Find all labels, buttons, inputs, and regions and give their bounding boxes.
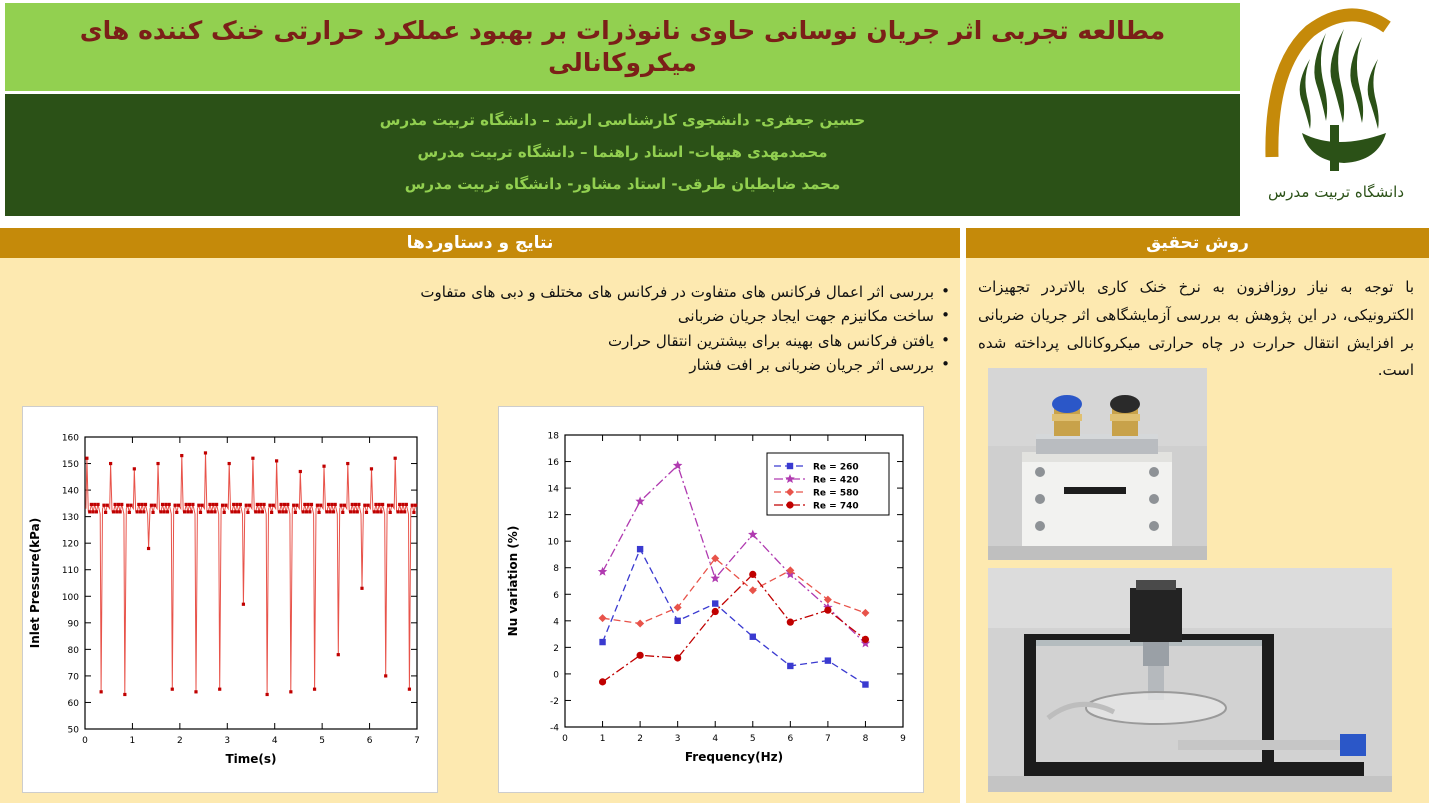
svg-text:18: 18 xyxy=(547,431,559,442)
list-item: • ساخت مکانیزم جهت ایجاد جریان ضربانی xyxy=(10,306,950,327)
method-paragraph: با توجه به نیاز روزافزون به نرخ خنک کاری بالاتردر تجهیزات الکترونیکی، در این پژوهش به بررسی آزمایشگاهی اثر جریان ضربانی بر افزایش انتقال حرارت در چاه حرارتی میکروکانالی پرداخته شده است. xyxy=(978,278,1414,380)
svg-text:80: 80 xyxy=(67,645,79,656)
svg-text:4: 4 xyxy=(553,617,559,628)
section-header-results-label: نتایج و دستاوردها xyxy=(406,233,554,253)
svg-text:Time(s): Time(s) xyxy=(225,752,277,766)
nu-variation-chart xyxy=(499,407,921,790)
inlet-pressure-chart xyxy=(23,407,435,790)
university-logo-icon xyxy=(1252,7,1420,212)
poster-title-bar xyxy=(5,3,1240,91)
svg-text:14: 14 xyxy=(547,484,559,495)
svg-text:0: 0 xyxy=(553,670,559,681)
heat-sink-photo-graphic xyxy=(988,368,1207,560)
svg-text:70: 70 xyxy=(67,672,79,683)
svg-text:0: 0 xyxy=(562,734,568,744)
list-item: • بررسی اثر اعمال فرکانس های متفاوت در فرکانس های مختلف و دبی های متفاوت xyxy=(10,282,950,303)
svg-text:Nu variation (%): Nu variation (%) xyxy=(506,525,520,637)
figure-nu-variation xyxy=(498,406,924,793)
university-logo xyxy=(1248,3,1424,216)
svg-text:5: 5 xyxy=(319,736,326,746)
svg-text:140: 140 xyxy=(61,486,79,497)
svg-text:-2: -2 xyxy=(550,696,559,707)
section-header-method xyxy=(966,228,1429,258)
svg-text:Re = 420: Re = 420 xyxy=(813,475,859,486)
pulsating-flow-test-rig-photo xyxy=(988,568,1392,792)
svg-text:110: 110 xyxy=(61,566,79,577)
svg-text:Re = 740: Re = 740 xyxy=(813,501,859,512)
svg-text:3: 3 xyxy=(224,736,231,746)
svg-text:6: 6 xyxy=(366,736,373,746)
svg-text:9: 9 xyxy=(900,734,906,744)
svg-text:Re = 260: Re = 260 xyxy=(813,462,859,473)
logo-caption: دانشگاه تربیت مدرس xyxy=(1268,183,1404,201)
section-header-results xyxy=(0,228,960,258)
svg-text:8: 8 xyxy=(862,734,869,744)
svg-text:4: 4 xyxy=(712,734,719,744)
author-line-1: حسین جعفری- دانشجوی کارشناسی ارشد – دانشگاه تربیت مدرس xyxy=(379,111,866,129)
svg-text:Frequency(Hz): Frequency(Hz) xyxy=(684,750,784,764)
results-bullet-list xyxy=(10,282,968,379)
svg-text:5: 5 xyxy=(749,734,756,744)
svg-text:7: 7 xyxy=(414,736,420,746)
svg-text:90: 90 xyxy=(67,619,79,630)
svg-text:50: 50 xyxy=(67,725,79,736)
svg-text:150: 150 xyxy=(61,460,79,471)
section-header-method-label: روش تحقیق xyxy=(1146,233,1249,253)
svg-text:12: 12 xyxy=(547,511,559,522)
svg-text:-4: -4 xyxy=(550,723,559,734)
svg-text:10: 10 xyxy=(547,537,559,548)
svg-text:7: 7 xyxy=(825,734,831,744)
svg-text:2: 2 xyxy=(176,736,183,746)
svg-text:4: 4 xyxy=(271,736,278,746)
svg-text:6: 6 xyxy=(787,734,794,744)
svg-text:130: 130 xyxy=(61,513,79,524)
svg-text:2: 2 xyxy=(637,734,643,744)
test-rig-photo-graphic xyxy=(988,568,1392,792)
svg-text:3: 3 xyxy=(674,734,681,744)
page-title: مطالعه تجربی اثر جریان نوسانی حاوی نانوذرات بر بهبود عملکرد حرارتی خنک کننده های میکروکانالی xyxy=(79,15,1166,77)
svg-text:Inlet Pressure(kPa): Inlet Pressure(kPa) xyxy=(28,517,42,649)
figure-inlet-pressure xyxy=(22,406,438,793)
svg-text:160: 160 xyxy=(61,433,79,444)
list-item: • بررسی اثر جریان ضربانی بر افت فشار xyxy=(10,355,950,376)
svg-text:16: 16 xyxy=(547,458,559,469)
svg-text:120: 120 xyxy=(61,539,79,550)
svg-text:2: 2 xyxy=(553,643,559,654)
svg-text:0: 0 xyxy=(82,736,88,746)
author-line-3: محمد ضابطیان طرقی- استاد مشاور- دانشگاه تربیت مدرس xyxy=(404,175,841,193)
list-item: • یافتن فرکانس های بهینه برای بیشترین انتقال حرارت xyxy=(10,331,950,352)
svg-text:Re = 580: Re = 580 xyxy=(813,488,859,499)
svg-text:1: 1 xyxy=(129,736,136,746)
microchannel-heat-sink-photo xyxy=(988,368,1207,560)
svg-text:60: 60 xyxy=(67,698,79,709)
authors-bar xyxy=(5,94,1240,216)
svg-text:1: 1 xyxy=(599,734,606,744)
svg-text:8: 8 xyxy=(553,564,559,575)
svg-text:100: 100 xyxy=(61,592,79,603)
svg-text:6: 6 xyxy=(553,590,559,601)
author-line-2: محمدمهدی هیهات- استاد راهنما – دانشگاه تربیت مدرس xyxy=(417,143,828,161)
